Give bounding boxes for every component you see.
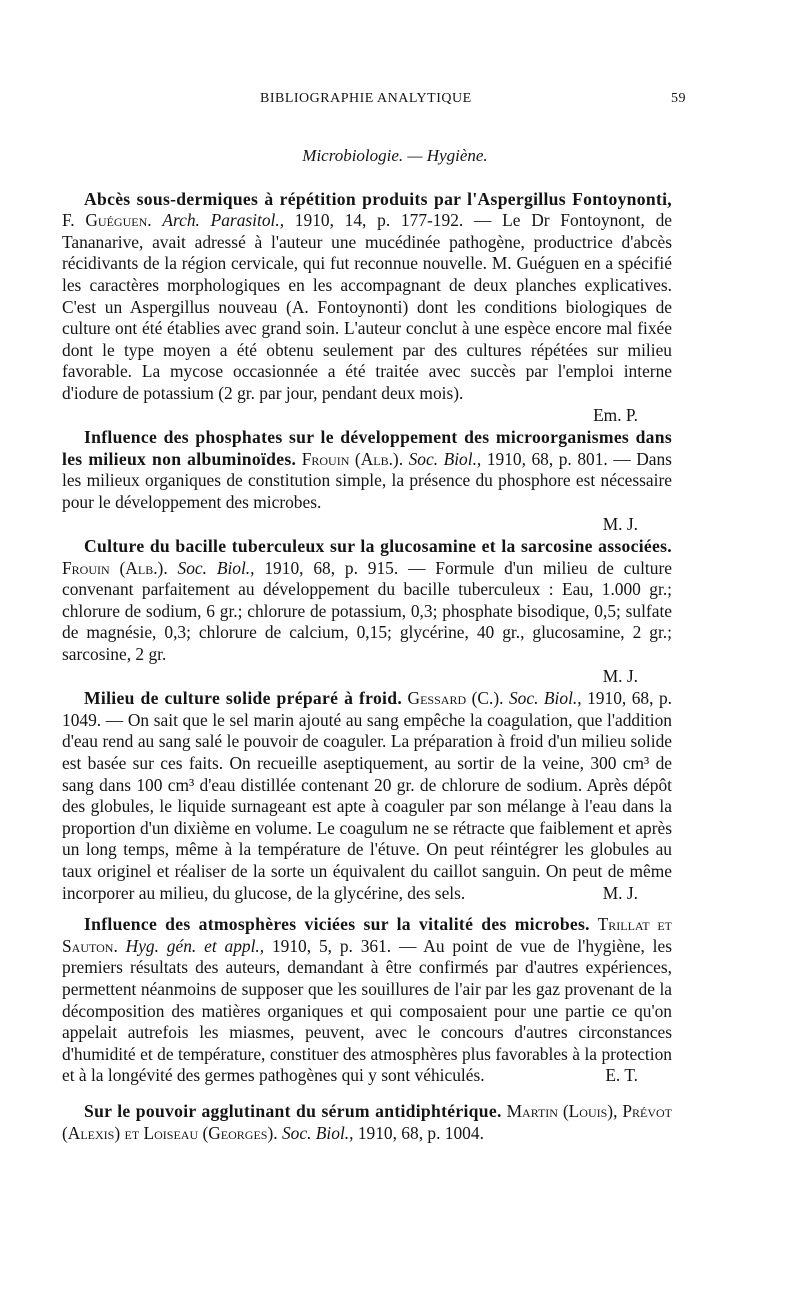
entry-reference: 1910, 5, p. 361. bbox=[271, 935, 392, 956]
entry-title: Influence des phosphates sur le développement des microorganismes dans les milieux non albuminoïdes. bbox=[62, 427, 672, 469]
entry-title: Sur le pouvoir agglutinant du sérum antidiphtérique. bbox=[84, 1100, 502, 1121]
entry-authors: Martin (Louis), Prévot (Alexis) et Loiseau (Georges). bbox=[62, 1100, 672, 1143]
page-number: 59 bbox=[671, 91, 686, 106]
entry-journal: Soc. Biol., bbox=[508, 688, 582, 709]
entry-body: — Dans les milieux organiques de constitution simple, la présence du phosphore est nécessaire pour le développement des microbes. bbox=[62, 448, 672, 512]
running-head bbox=[62, 88, 686, 112]
entry-journal: Soc. Biol., bbox=[177, 557, 255, 578]
entry-body: — Formule d'un milieu de culture convenant parfaitement au développement du bacille tuberculeux : Eau, 1.000 gr.; chlorure de sodium, 6 gr.; chlorure de potassium, 0,3; phosphate bisodique, 0,5; sulfate de magnésie, 0,3; chlorure de calcium, 0,15; glycérine, 40 gr., glucosamine, 2 gr.; sarcosine, 2 gr. bbox=[62, 557, 672, 665]
running-head-title: BIBLIOGRAPHIE ANALYTIQUE bbox=[260, 91, 472, 106]
entry-authors: Trillat et Sauton. bbox=[62, 914, 672, 956]
entry-journal: Arch. Parasitol., bbox=[162, 210, 285, 231]
entry-aspergillus bbox=[62, 189, 672, 427]
entry-journal: Soc. Biol., bbox=[408, 448, 482, 469]
entry-title: Influence des atmosphères viciées sur la vitalité des microbes. bbox=[84, 914, 590, 935]
entry-signature: Em. P. bbox=[593, 404, 638, 425]
entry-reference: 1910, 68, p. 1049. bbox=[62, 688, 672, 730]
entry-reference: 1910, 68, p. 1004. bbox=[357, 1122, 484, 1143]
entry-title: Milieu de culture solide préparé à froid. bbox=[84, 688, 403, 709]
entry-reference: 1910, 68, p. 915. bbox=[264, 557, 399, 578]
entry-body: — Au point de vue de l'hygiène, les premiers résultats des auteurs, demandant à être confirmés par d'autres expériences, permettent néanmoins de supposer que les souillures de l'air par les gaz provenant de la décomposition des matières organiques et qui composaient pour une partie ce qu'on appelait autrefois les miasmes, peuvent, avec le concours d'autres circonstances d'humidité et de température, constituer des atmosphères plus favorables à la protection et à la longévité des germes pathogènes qui y sont véhiculés. bbox=[62, 935, 672, 1086]
book-page bbox=[62, 88, 686, 1144]
entry-body: — On sait que le sel marin ajouté au sang empêche la coagulation, que l'addition d'eau rend au sang salé le pouvoir de coaguler. La préparation à froid d'un milieu solide est basée sur ces faits. On recueille aseptiquement, au sortir de la veine, 300 cm³ de sang dans 100 cm³ d'eau distillée contenant 20 gr. de chlorure de sodium. Après dépôt des globules, le liquide surnageant est apte à coaguler par son mélange à l'eau dans la proportion d'un dixième en volume. Le coagulum ne se rétracte que faiblement et après un long temps, même à la température de l'étuve. On peut réintégrer les globules au taux originel et réaliser de la sorte un équivalent du caillot sanguin. On peut de même incorporer au milieu, du glucose, de la glycérine, des sels. bbox=[62, 709, 672, 903]
entry-journal: Hyg. gén. et appl., bbox=[125, 935, 265, 956]
entry-body: — Le Dr Fontoynont, de Tananarive, avait adressé à l'auteur une mucédinée pathogène, productrice d'abcès récidivants de la région cervicale, qui fut reconnue nouvelle. M. Guéguen en a spécifié les caractères morphologiques en les accompagnant de deux planches explicatives. C'est un Aspergillus nouveau (A. Fontoynonti) dont les conditions biologiques de culture ont été établies avec grand soin. L'auteur conclut à une espèce encore mal fixée dont le type moyen a été obtenu seulement par des cultures répétées sur milieu favorable. La mycose occasionnée a été traitée avec succès par l'emploi interne d'iodure de potassium (2 gr. par jour, pendant deux mois). bbox=[62, 210, 673, 403]
entry-signature: M. J. bbox=[602, 665, 638, 686]
entry-signature: M. J. bbox=[602, 882, 638, 903]
entry-authors: Frouin (Alb.). bbox=[62, 557, 168, 578]
entry-signature: M. J. bbox=[602, 513, 638, 534]
entry-title: Abcès sous-dermiques à répétition produits par l'Aspergillus Fontoynonti, bbox=[84, 188, 672, 209]
entry-reference: 1910, 68, p. 801. bbox=[486, 448, 608, 469]
section-heading: Microbiologie. — Hygiène. bbox=[302, 146, 488, 165]
entry-authors: Gessard (C.). bbox=[407, 688, 504, 709]
entry-serum-antidiphterique bbox=[62, 1101, 672, 1144]
entry-authors: F. Guéguen. bbox=[62, 210, 152, 231]
entry-authors: Frouin (Alb.). bbox=[301, 448, 404, 469]
entry-title: Culture du bacille tuberculeux sur la glucosamine et la sarcosine associées. bbox=[84, 536, 672, 557]
entry-reference: 1910, 14, p. 177-192. bbox=[294, 210, 464, 231]
entry-signature: E. T. bbox=[605, 1065, 638, 1086]
entry-milieu-solide bbox=[62, 688, 672, 904]
entry-journal: Soc. Biol., bbox=[281, 1122, 354, 1143]
entry-atmospheres bbox=[62, 914, 672, 1087]
entry-phosphates bbox=[62, 427, 672, 535]
entry-bacille-tuberculeux bbox=[62, 536, 672, 687]
